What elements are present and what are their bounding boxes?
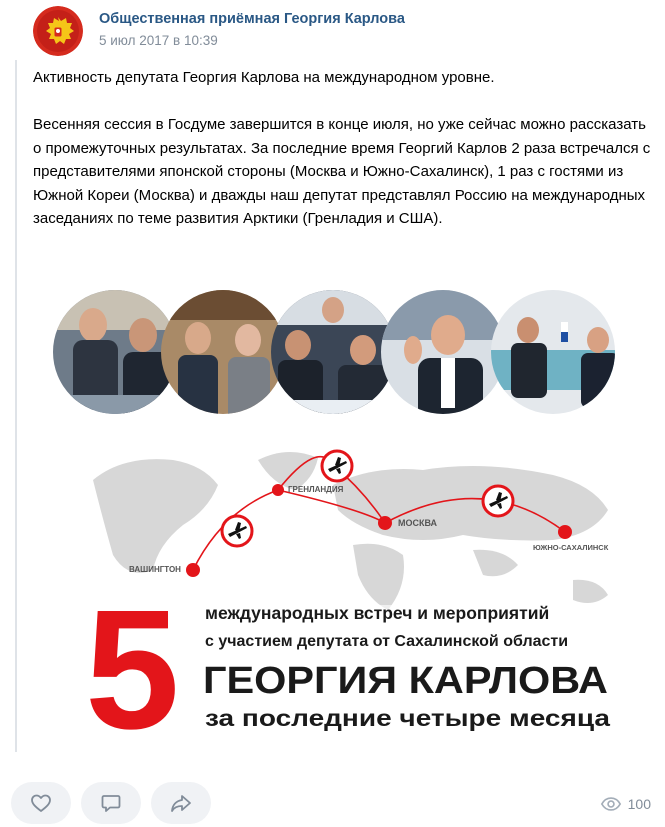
views-count: 100: [627, 796, 651, 812]
comment-icon: [99, 791, 123, 815]
avatar[interactable]: [33, 6, 83, 56]
caption-line-3: ГЕОРГИЯ КАРЛОВА: [203, 660, 608, 702]
plane-icon: [483, 486, 513, 516]
views-counter: [600, 793, 651, 815]
post-photo[interactable]: [33, 280, 633, 750]
photo-circle-5: [483, 280, 633, 430]
city-dot-greenland: [272, 484, 284, 496]
plane-icon: [322, 451, 352, 481]
city-dot-moscow: [378, 516, 392, 530]
city-label-greenland: ГРЕНЛАНДИЯ: [288, 485, 344, 494]
plane-icon: [222, 516, 252, 546]
like-button[interactable]: [11, 782, 71, 824]
post-text: Активность депутата Георгия Карлова на международном уровне. Весенняя сессия в Госдуме завершится в конце июля, но уже сейчас можно рассказать о промежуточных результатах. За последние время Георгий Карлов 2 раза встречался с представителями японской стороны (Москва и Южно-Сахалинск), 1 раз с гостями из Южной Кореи (Москва) и дважды наш депутат представлял Россию на международных заседаниях по теме развития Арктики (Гренладия и США).: [33, 69, 651, 227]
city-label-washington: ВАШИНГТОН: [129, 565, 181, 574]
city-label-moscow: МОСКВА: [398, 518, 438, 528]
post-header: [33, 6, 633, 54]
post-date-link[interactable]: 5 июл 2017 в 10:39: [99, 33, 218, 48]
city-dot-sakhalin: [558, 525, 572, 539]
comment-button[interactable]: [81, 782, 141, 824]
caption-line-1: международных встреч и мероприятий: [205, 603, 550, 623]
caption-line-2: с участием депутата от Сахалинской области: [205, 633, 569, 650]
caption-line-4: за последние четыре месяца: [205, 705, 611, 731]
share-icon: [169, 791, 193, 815]
eye-icon: [600, 793, 622, 815]
coat-of-arms-icon: [33, 6, 83, 56]
share-button[interactable]: [151, 782, 211, 824]
post-border-line: [15, 60, 17, 752]
infographic-image: [33, 280, 633, 750]
city-label-sakhalin: ЮЖНО-САХАЛИНСК: [533, 543, 609, 552]
big-number: 5: [85, 575, 180, 750]
post-actions: [11, 782, 651, 824]
post-author-link[interactable]: Общественная приёмная Георгия Карлова: [99, 11, 405, 27]
city-dot-washington: [186, 563, 200, 577]
heart-icon: [29, 791, 53, 815]
